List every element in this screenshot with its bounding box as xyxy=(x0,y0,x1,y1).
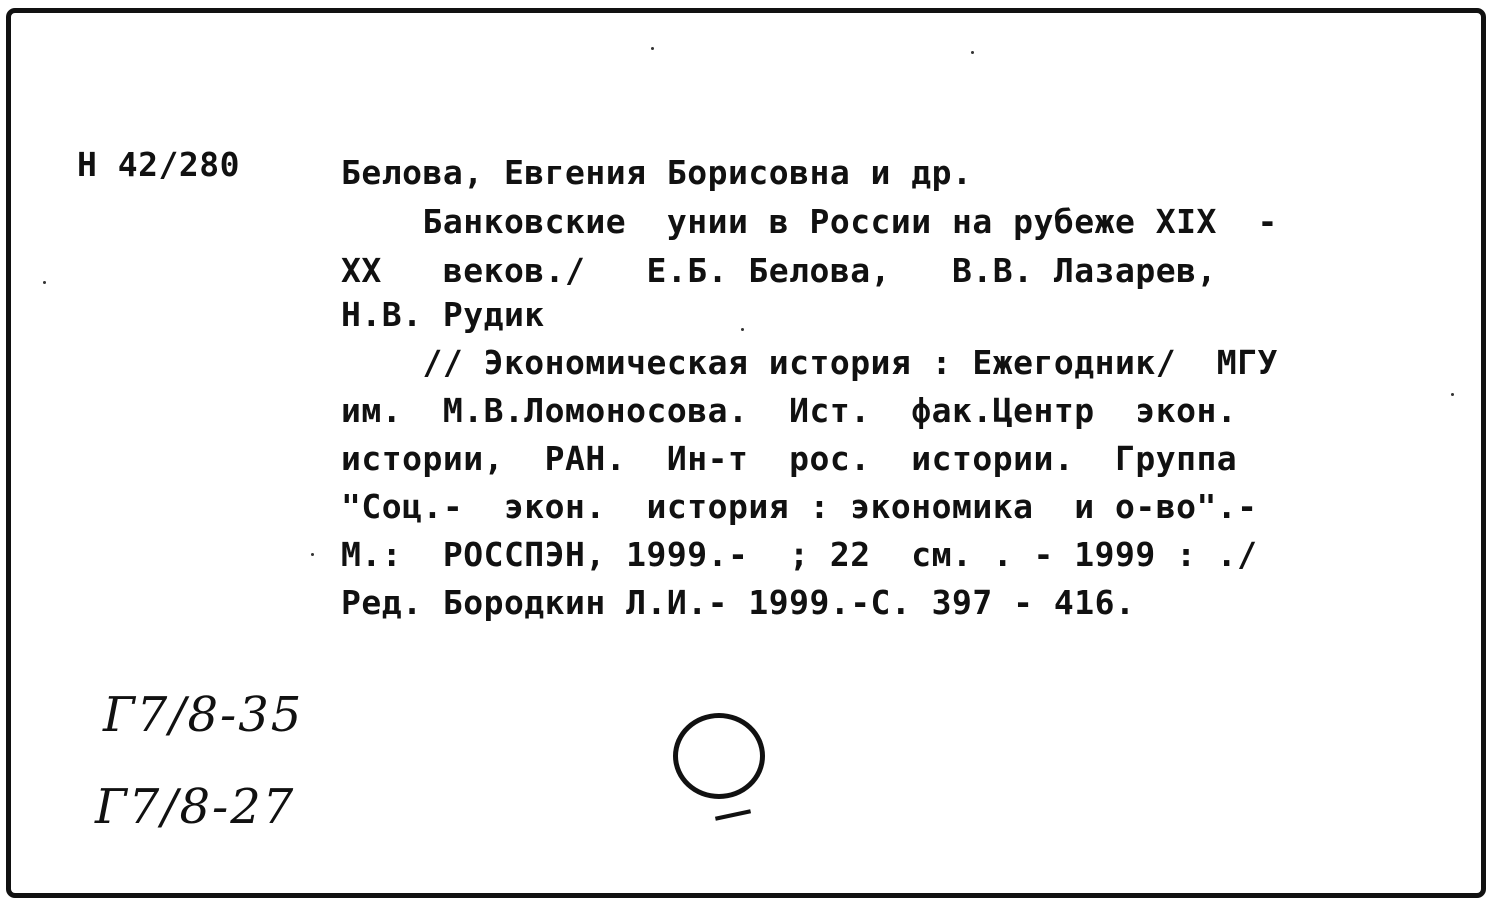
punch-hole-mark xyxy=(715,809,751,820)
entry-source-line: "Соц.- экон. история : экономика и о-во".- xyxy=(341,487,1258,526)
entry-source-line: истории, РАН. Ин-т рос. истории. Группа xyxy=(341,439,1238,478)
entry-publication-line: М.: РОССПЭН, 1999.- ; 22 см. . - 1999 : ./ xyxy=(341,535,1258,574)
handwritten-shelf-mark: Г7/8-27 xyxy=(95,779,296,835)
speck xyxy=(741,328,744,331)
call-number: Н 42/280 xyxy=(77,145,240,184)
speck xyxy=(43,281,46,284)
entry-editor-line: Ред. Бородкин Л.И.- 1999.-С. 397 - 416. xyxy=(341,583,1136,622)
handwritten-shelf-mark: Г7/8-35 xyxy=(103,687,304,743)
speck xyxy=(971,51,974,54)
catalog-card xyxy=(6,8,1486,898)
speck xyxy=(651,47,654,50)
entry-author-line: Белова, Евгения Борисовна и др. xyxy=(341,153,973,192)
entry-title-line: Банковские унии в России на рубеже XIX - xyxy=(341,202,1278,241)
speck xyxy=(311,553,314,556)
speck xyxy=(1451,393,1454,396)
entry-source-line: им. М.В.Ломоносова. Ист. фак.Центр экон. xyxy=(341,391,1238,430)
entry-title-line: Н.В. Рудик xyxy=(341,295,545,334)
entry-title-line: XX веков./ Е.Б. Белова, В.В. Лазарев, xyxy=(341,251,1217,290)
card-punch-hole xyxy=(673,713,765,799)
entry-source-line: // Экономическая история : Ежегодник/ МГУ xyxy=(341,343,1278,382)
